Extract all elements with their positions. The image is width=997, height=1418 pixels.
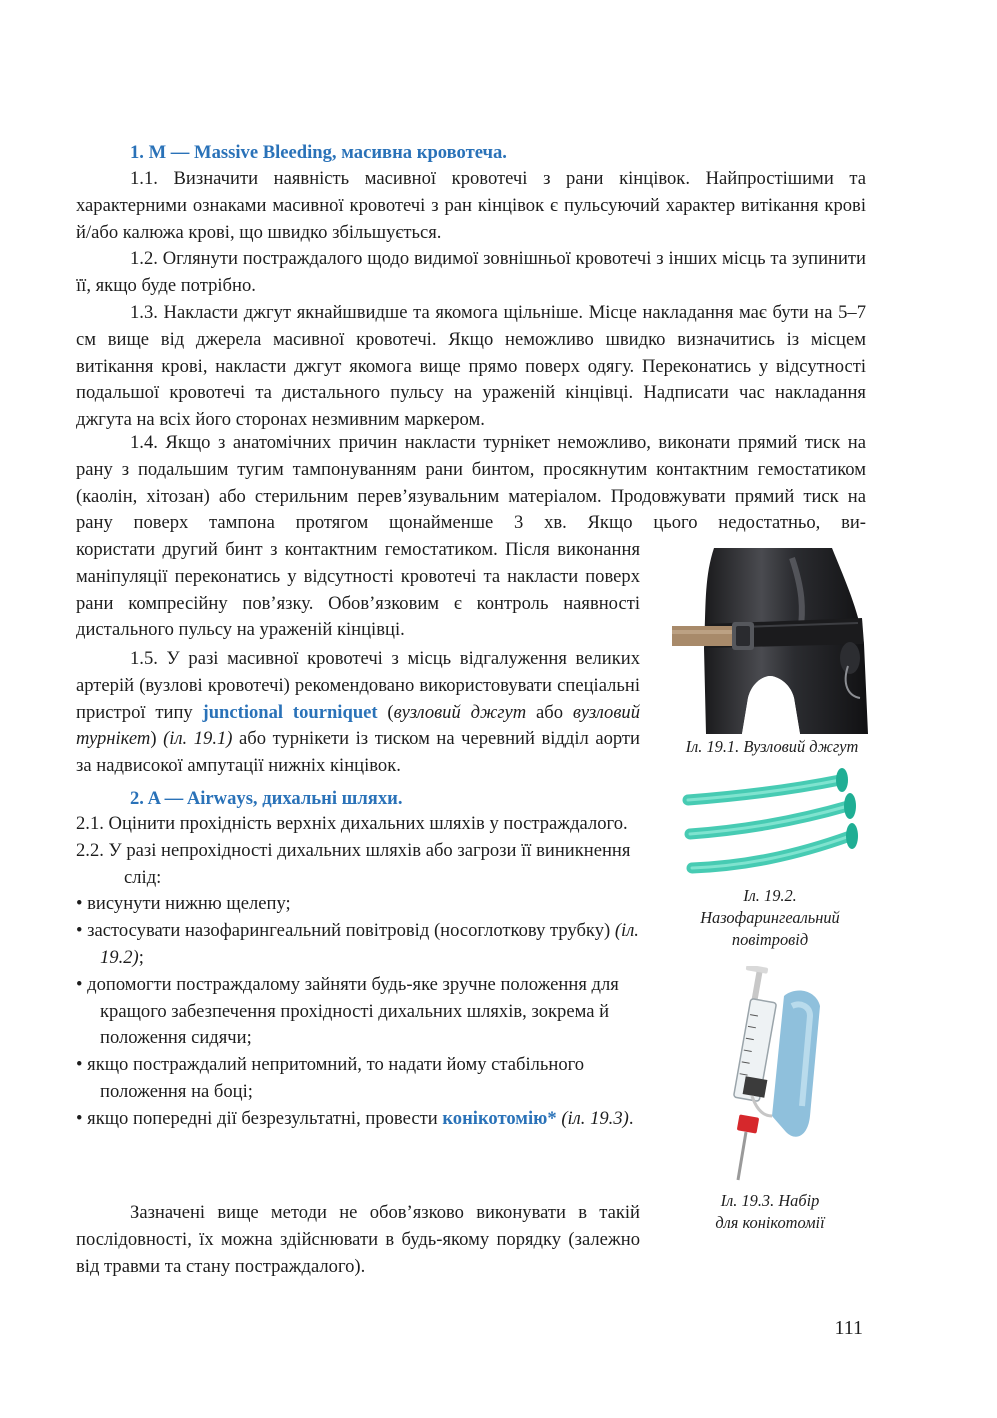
paragraph-1-5-text-c: або bbox=[526, 701, 573, 723]
bullet-2-end: ; bbox=[138, 946, 144, 968]
paragraph-1-4-continued bbox=[76, 537, 640, 644]
term-junctional-tourniquet: junctional tourniquet bbox=[202, 701, 378, 723]
bullet-5 bbox=[76, 1106, 640, 1133]
paragraph-1-5-text-d: ) bbox=[150, 728, 164, 750]
bullet-1: • висунути нижню щелепу; bbox=[76, 893, 291, 915]
figure-19-2-caption bbox=[672, 885, 868, 951]
paragraph-1-4 bbox=[76, 430, 866, 537]
paragraph-1-4-continued-text: користати другий бинт з контактним гемостатиком. Після виконання маніпуляції переконатись у відсутності кровотечі та накласти поверх рани компресійну пов’язку. Обов’язковим є контроль наявності дистального пульсу на ураженій кінцівці. bbox=[76, 539, 640, 641]
figure-ref-19-2: (іл. 19.2) bbox=[100, 920, 639, 968]
cricothyrotomy-kit-image bbox=[712, 966, 842, 1184]
figure-19-1-caption: Іл. 19.1. Вузловий джгут bbox=[685, 737, 859, 756]
bullet-2-text: • застосувати назофарингеальний повітровід (носоглоткову трубку) bbox=[76, 920, 615, 942]
paragraph-1-1-text: 1.1. Визначити наявність масивної кровотечі з рани кінцівок. Найпростішими та характерними ознаками масивної кровотечі з ран кінцівок є пульсуючий характер витікання крові й/або калюжа крові, що швидко збільшується. bbox=[76, 168, 866, 243]
bullet-5-text: • якщо попередні дії безрезультатні, провести bbox=[76, 1107, 443, 1129]
section-1-heading: 1. M — Massive Bleeding, масивна кровотеча. bbox=[130, 142, 507, 163]
paragraph-1-5-text-a: 1.5. У разі масивної кровотечі з місць відгалуження великих артерій (вузлові кровотечі) рекомендовано використовувати спеціальні пристрої типу bbox=[76, 648, 640, 723]
paragraph-1-5 bbox=[76, 646, 640, 780]
figure-19-3-caption bbox=[672, 1190, 868, 1234]
bullet-5-end: . bbox=[628, 1107, 634, 1129]
paragraph-1-5-text-b: ( bbox=[377, 701, 394, 723]
bullet-4: • якщо постраждалий непритомний, то надати йому стабільного положення на боці; bbox=[76, 1054, 585, 1102]
paragraph-1-3-text: 1.3. Накласти джгут якнайшвидше та якомога щільніше. Місце накладання має бути на 5–7 см вище від джерела масивної кровотечі. Якщо неможливо швидко визначитись із місцем витікання крові, накласти джгут якомога вище прямо поверх одягу. Переконатись у відсутності подальшої кровотечі та дистального пульсу на ураженій кінцівці. Надписати час накладання джгута на всіх його сторонах незмивним маркером. bbox=[76, 302, 866, 431]
paragraph-1-2-text: 1.2. Оглянути постраждалого щодо видимої зовнішньої кровотечі з інших місць та зупинити її, якщо буде потрібно. bbox=[76, 248, 866, 296]
paragraph-1-2 bbox=[76, 246, 866, 300]
paragraph-1-1 bbox=[76, 166, 866, 246]
item-2-1: 2.1. Оцінити прохідність верхніх дихальних шляхів у постраждалого. bbox=[76, 813, 628, 834]
page-number: 111 bbox=[834, 1317, 863, 1339]
bullet-2 bbox=[76, 918, 640, 972]
figure-ref-19-1: (іл. 19.1) bbox=[163, 728, 233, 750]
junctional-tourniquet-image bbox=[672, 548, 868, 734]
figure-19-2-caption-line-2: Назофарингеальний bbox=[700, 908, 840, 927]
item-2-2: 2.2. У разі непрохідності дихальних шляхів або загрози її виникнення слід: bbox=[76, 839, 631, 888]
paragraph-1-5-text-e: або турнікети із тиском на черевний відділ аорти за надвисокої ампутації нижніх кінцівок. bbox=[76, 728, 641, 777]
paragraph-1-4-text: 1.4. Якщо з анатомічних причин накласти турнікет неможливо, виконати прямий тиск на рану з подальшим тугим тампонуванням рани бинтом, просякнутим контактним гемостатиком (каолін, хітозан) або стерильним перев’язувальним матеріалом. Продовжувати прямий тиск на рану поверх тампона протягом щонайменше 3 хв. Якщо цього недостатньо, ви- bbox=[76, 432, 866, 534]
term-vuzlovyi-dzhgut: вузловий джгут bbox=[393, 701, 527, 723]
closing-paragraph-text: Зазначені вище методи не обов’язково виконувати в такій послідовності, їх можна здійснювати в будь-якому порядку (залежно від травми та стану постраждалого). bbox=[76, 1202, 640, 1277]
figure-19-3-caption-line-1: Іл. 19.3. Набір bbox=[720, 1191, 820, 1210]
term-vuzlovyi-turniket: вузловий турнікет bbox=[76, 701, 641, 750]
airways-list bbox=[76, 811, 640, 1133]
paragraph-1-3 bbox=[76, 300, 866, 434]
term-konikotomiia: конікотомію* bbox=[442, 1107, 557, 1129]
nasopharyngeal-airway-image bbox=[680, 766, 866, 886]
figure-ref-19-3: (іл. 19.3) bbox=[561, 1107, 629, 1129]
figure-19-2-caption-line-3: повітровід bbox=[731, 930, 809, 949]
section-2-heading: 2. A — Airways, дихальні шляхи. bbox=[130, 788, 403, 809]
figure-19-3-caption-line-2: для конікотомії bbox=[715, 1213, 825, 1232]
figure-19-2-caption-line-1: Іл. 19.2. bbox=[743, 886, 797, 905]
closing-paragraph bbox=[76, 1200, 640, 1280]
bullet-3: • допомогти постраждалому зайняти будь-яке зручне положення для кращого забезпечення прохідності дихальних шляхів, зокрема й положення сидячи; bbox=[76, 973, 619, 1049]
